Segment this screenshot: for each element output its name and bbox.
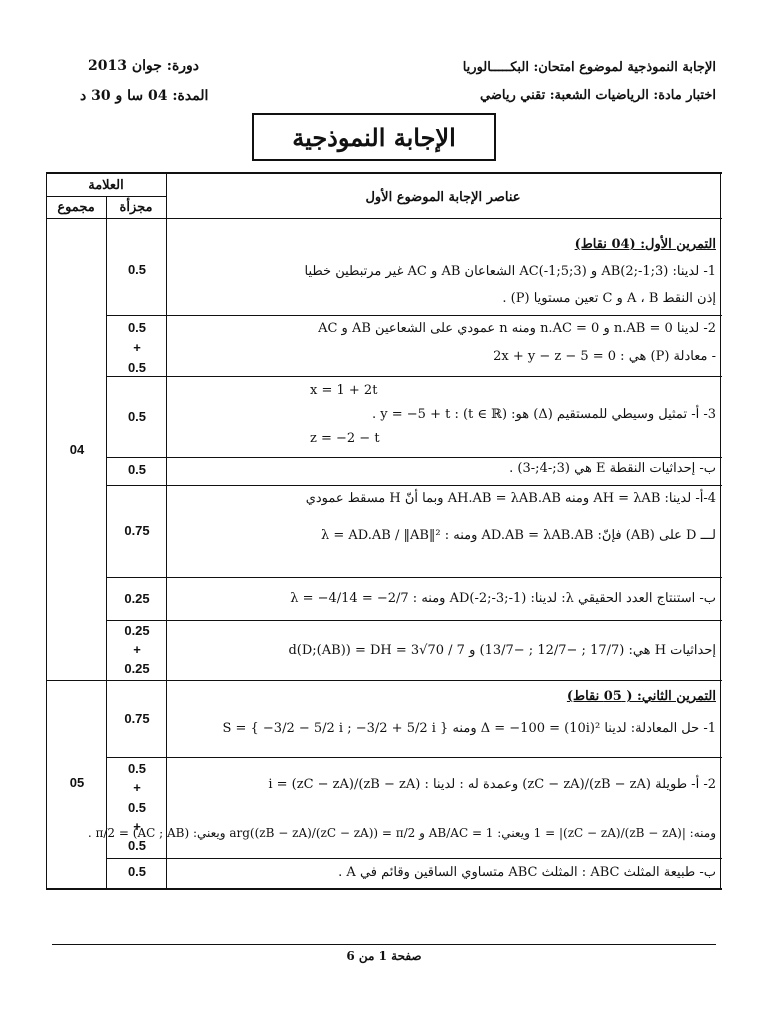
subject-line: اختبار مادة: الرياضيات الشعبة: تقني رياضي [480,88,716,103]
page-number: صفحة 1 من 6 [346,949,422,963]
mark-ex1-q1: 0.5 [127,262,147,277]
mark-ex1-plus: + [133,340,141,355]
mark-ex1-q3a: 0.5 [127,409,147,424]
ex1-line: لـــ D على (AB) فإنّ: AD.AB = λAB.AB ومنه : λ = AD.AB / ‖AB‖² [321,528,716,543]
ex2-line: ب- طبيعة المثلث ABC : المثلث ABC متساوي الساقين وقائم في A . [338,865,716,880]
ex2-line: 1- حل المعادلة: لدينا Δ = −100 = (10i)² ومنه S = { −3/2 − 5/2 i ; −3/2 + 5/2 i } [222,721,716,736]
mark-column-header: العلامة [88,178,124,193]
ex1-line: إذن النقط A ، B و C تعين مستويا (P) . [502,291,716,306]
document-title: الإجابة النموذجية [252,113,496,161]
ex2-line: 2- أ- طويلة (zB − zA)/(zC − zA) وعمدة له : لدينا : (zB − zA)/(zC − zA) = i [268,777,716,792]
partial-mark-header: مجزأة [119,200,153,215]
total-mark-header: مجموع [57,200,95,215]
total-ex1: 04 [69,442,85,457]
mark-ex1-q4a: 0.75 [124,523,150,538]
ex1-param-x: x = 1 + 2t [310,383,378,398]
mark-ex1-q4c: 0.25 [124,623,150,638]
ex1-line: - معادلة (P) هي : 2x + y − z − 5 = 0 [493,349,716,364]
mark-ex1-q4d: 0.25 [124,661,150,676]
footer-divider [52,944,716,945]
content-column-header: عناصر الإجابة الموضوع الأول [365,190,521,205]
exercise2-title: التمرين الثاني: ( 05 نقاط) [566,689,716,704]
ex1-line: ب- استنتاج العدد الحقيقي λ: لدينا: AD(-2;-3;-1) ومنه : λ = −4/14 = −2/7 [290,591,716,606]
mark-ex1-plus-2: + [133,642,141,657]
mark-ex1-q2b: 0.5 [127,360,147,375]
ex1-line: 2- لدينا n.AB = 0 و n.AC = 0 ومنه n عمودي على الشعاعين AB و AC [318,321,716,336]
ex1-line: 1- لدينا: AB(2;-1;3) و AC(-1;5;3) الشعاعان AB و AC غير مرتبطين خطيا [304,264,716,279]
ex2-line: ومنه: |(zB − zA)/(zC − zA)| = 1 ويعني: AB/AC = 1 و arg((zB − zA)/(zC − zA)) = π/2 ويعني: (AC ; AB) = π/2 . [87,826,716,840]
ex1-line: ب- إحداثيات النقطة E هي (3;-4;-3) . [509,461,716,476]
mark-ex2-plus: + [133,780,141,795]
ex1-line: 3- أ- تمثيل وسيطي للمستقيم (Δ) هو: (t ∈ ℝ) : y = −5 + t . [372,407,716,422]
exam-title-line: الإجابة النموذجية لموضوع امتحان: البكـــــالوريا [462,60,716,75]
exercise1-title: التمرين الأول: (04 نقاط) [574,237,716,252]
mark-ex2-q1: 0.75 [124,711,150,726]
ex1-line: 4-أ- لدينا: AH = λAB ومنه AH.AB = λAB.AB وبما أنّ H مسقط عمودي [305,491,716,506]
mark-ex2-plus-2: + [133,819,141,834]
duration-line: المدة: 04 سا و 30 د [80,88,209,104]
mark-ex2-q2d: 0.5 [127,864,147,879]
ex1-param-z: z = −2 − t [310,431,380,446]
mark-ex2-q2c: 0.5 [127,838,147,853]
mark-ex1-q3b: 0.5 [127,462,147,477]
total-ex2: 05 [69,775,85,790]
ex1-line: إحداثيات H هي: (17/7 ; −12/7 ; −13/7) و d(D;(AB)) = DH = 3√70 / 7 [288,643,716,658]
mark-ex1-q4b: 0.25 [124,591,150,606]
session-line: دورة: جوان 2013 [88,58,200,74]
mark-ex2-q2b: 0.5 [127,800,147,815]
mark-ex2-q2a: 0.5 [127,761,147,776]
mark-ex1-q2a: 0.5 [127,320,147,335]
